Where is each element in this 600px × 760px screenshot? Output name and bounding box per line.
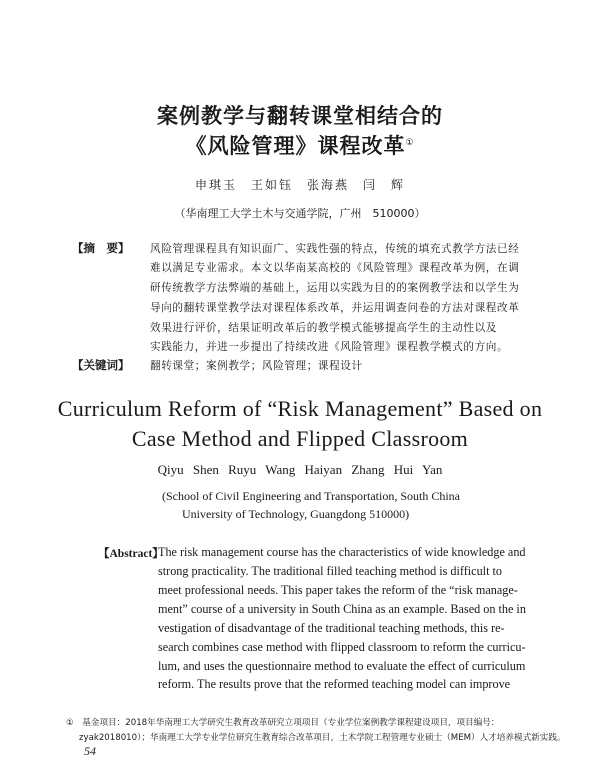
en-abstract-line: meet professional needs. This paper takes the reform of the “risk manage- bbox=[158, 583, 518, 597]
cn-abstract-line: 难以满足专业需求。本文以华南某高校的《风险管理》课程改革为例，在调 bbox=[150, 262, 520, 274]
en-abstract-line: The risk management course has the characteristics of wide knowledge and bbox=[158, 545, 526, 559]
cn-abstract-line: 导向的翻转课堂教学法对课程体系改革，并运用调查问卷的方法对课程改革 bbox=[150, 302, 520, 314]
cn-affiliation: （华南理工大学土木与交通学院，广州 510000） bbox=[174, 207, 426, 220]
cn-abstract-line: 实践能力，并进一步提出了持续改进《风险管理》课程教学模式的方向。 bbox=[150, 341, 509, 353]
en-abstract-line: lum, and uses the questionnaire method to evaluate the effect of curriculum bbox=[158, 659, 526, 673]
cn-keywords: 翻转课堂；案例教学；风险管理；课程设计 bbox=[150, 360, 363, 372]
en-affiliation-line: (School of Civil Engineering and Transportation, South China bbox=[162, 489, 460, 503]
cn-abstract-label: 【摘 要】 bbox=[72, 241, 130, 255]
footnote-mark: ① bbox=[405, 138, 415, 148]
en-title-line-2: Case Method and Flipped Classroom bbox=[131, 426, 469, 451]
en-abstract-line: strong practicality. The traditional filled teaching method is difficult to bbox=[158, 564, 502, 578]
en-authors: Qiyu Shen Ruyu Wang Haiyan Zhang Hui Yan bbox=[157, 462, 443, 477]
en-title-line-1: Curriculum Reform of “Risk Management” Based on bbox=[57, 396, 543, 421]
cn-authors: 申琪玉 王如钰 张海燕 闫 辉 bbox=[194, 178, 405, 192]
en-abstract-line: vestigation of disadvantage of the traditional teaching methods, this re- bbox=[158, 621, 505, 635]
cn-title-line-2 bbox=[0, 130, 600, 160]
footnote-line: zyak2018010）；华南理工大学专业学位研究生教育综合改革项目，土木学院工程管理专业硕士（MEM）人才培养模式新实践。 bbox=[79, 733, 566, 743]
en-abstract-line: ment” course of a university in South China as an example. Based on the in bbox=[158, 602, 526, 616]
cn-abstract-line: 效果进行评价，结果证明改革后的教学模式能够提高学生的主动性以及 bbox=[150, 322, 498, 334]
en-abstract-line: reform. The results prove that the reformed teaching model can improve bbox=[158, 677, 511, 691]
page-number: 54 bbox=[84, 744, 96, 758]
en-abstract-line: search combines case method with flipped classroom to reform the curricu- bbox=[158, 640, 526, 654]
cn-keywords-label: 【关键词】 bbox=[72, 358, 130, 372]
footnote-line: ① 基金项目：2018年华南理工大学研究生教育改革研究立项项目（专业学位案例教学课程建设项目，项目编号： bbox=[66, 718, 500, 728]
cn-title-line-1: 案例教学与翻转课堂相结合的 bbox=[157, 104, 443, 128]
cn-abstract-line: 研传统教学方法弊端的基础上，运用以实践为目的的案例教学法和以学生为 bbox=[150, 282, 520, 294]
cn-title-text: 《风险管理》课程改革 bbox=[185, 134, 406, 158]
en-abstract-label: 【Abstract】 bbox=[98, 548, 164, 560]
cn-abstract-line: 风险管理课程具有知识面广、实践性强的特点，传统的填充式教学方法已经 bbox=[150, 243, 520, 255]
en-affiliation-line: University of Technology, Guangdong 510000) bbox=[182, 507, 410, 521]
